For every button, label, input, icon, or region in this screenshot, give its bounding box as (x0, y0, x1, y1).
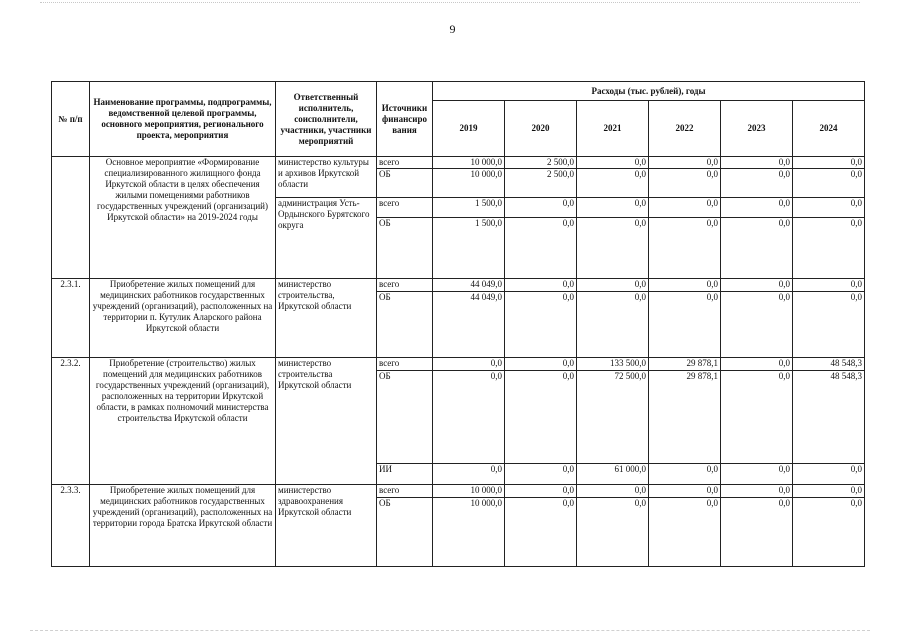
value-cell: 0,0 (649, 498, 721, 567)
row-number: 2.3.1. (52, 279, 90, 358)
funding-source: всего (377, 198, 433, 218)
value-cell: 0,0 (577, 218, 649, 279)
funding-source: всего (377, 358, 433, 371)
funding-source: всего (377, 279, 433, 292)
value-cell: 48 548,3 (793, 358, 865, 371)
value-cell: 0,0 (433, 464, 505, 485)
value-cell: 0,0 (649, 485, 721, 498)
header-expenses: Расходы (тыс. рублей), годы (433, 82, 865, 101)
value-cell: 2 500,0 (505, 169, 577, 198)
value-cell: 0,0 (721, 464, 793, 485)
value-cell: 0,0 (577, 157, 649, 169)
activity-name: Приобретение жилых помещений для медицинских работников государственных учреждений (организаций), расположенных на территории города Братска Иркутской области (90, 485, 276, 567)
value-cell: 0,0 (577, 169, 649, 198)
value-cell: 0,0 (505, 292, 577, 358)
value-cell: 0,0 (433, 358, 505, 371)
value-cell: 10 000,0 (433, 157, 505, 169)
table-row (52, 157, 865, 169)
header-year: 2022 (649, 101, 721, 157)
value-cell: 0,0 (721, 485, 793, 498)
value-cell: 0,0 (721, 169, 793, 198)
funding-source: ОБ (377, 292, 433, 358)
value-cell: 0,0 (505, 279, 577, 292)
value-cell: 0,0 (649, 157, 721, 169)
value-cell: 0,0 (649, 198, 721, 218)
value-cell: 0,0 (505, 218, 577, 279)
value-cell: 0,0 (577, 485, 649, 498)
funding-source: ОБ (377, 498, 433, 567)
responsible-executor: министерство культуры и архивов Иркутской области (276, 157, 377, 198)
row-number: 2.3.2. (52, 358, 90, 485)
value-cell: 0,0 (721, 218, 793, 279)
header-row-1 (52, 82, 865, 101)
table-row (52, 279, 865, 292)
value-cell: 0,0 (793, 485, 865, 498)
value-cell: 0,0 (649, 218, 721, 279)
value-cell: 0,0 (793, 218, 865, 279)
value-cell: 0,0 (721, 371, 793, 464)
responsible-executor: администрация Усть-Ордынского Бурятского округа (276, 198, 377, 279)
header-num: № п/п (52, 82, 90, 157)
funding-source: всего (377, 157, 433, 169)
activity-name: Приобретение (строительство) жилых помещений для медицинских работников государственных учреждений (организаций), расположенных на территории Иркутской области, в рамках полномочий министерства строительства Иркутской области (90, 358, 276, 485)
value-cell: 1 500,0 (433, 198, 505, 218)
value-cell: 29 878,1 (649, 358, 721, 371)
value-cell: 0,0 (721, 198, 793, 218)
funding-source: ИИ (377, 464, 433, 485)
value-cell: 0,0 (721, 292, 793, 358)
funding-source: ОБ (377, 371, 433, 464)
value-cell: 0,0 (577, 198, 649, 218)
value-cell: 0,0 (793, 169, 865, 198)
value-cell: 44 049,0 (433, 279, 505, 292)
table-row (52, 358, 865, 371)
value-cell: 0,0 (505, 198, 577, 218)
value-cell: 1 500,0 (433, 218, 505, 279)
value-cell: 10 000,0 (433, 498, 505, 567)
value-cell: 0,0 (793, 279, 865, 292)
value-cell: 0,0 (649, 464, 721, 485)
value-cell: 2 500,0 (505, 157, 577, 169)
budget-table (51, 81, 865, 567)
value-cell: 0,0 (793, 292, 865, 358)
header-year: 2021 (577, 101, 649, 157)
value-cell: 0,0 (505, 358, 577, 371)
value-cell: 29 878,1 (649, 371, 721, 464)
value-cell: 0,0 (505, 371, 577, 464)
value-cell: 0,0 (577, 292, 649, 358)
value-cell: 133 500,0 (577, 358, 649, 371)
value-cell: 0,0 (649, 292, 721, 358)
funding-source: ОБ (377, 169, 433, 198)
value-cell: 0,0 (577, 498, 649, 567)
value-cell: 0,0 (577, 279, 649, 292)
value-cell: 48 548,3 (793, 371, 865, 464)
value-cell: 0,0 (793, 498, 865, 567)
value-cell: 44 049,0 (433, 292, 505, 358)
value-cell: 0,0 (505, 485, 577, 498)
responsible-executor: министерство строительства, Иркутской области (276, 279, 377, 358)
header-source: Источники финансиро вания (377, 82, 433, 157)
header-responsible: Ответственный исполнитель, соисполнители, участники, участники мероприятий (276, 82, 377, 157)
header-year: 2024 (793, 101, 865, 157)
table-row (52, 485, 865, 498)
header-year: 2020 (505, 101, 577, 157)
value-cell: 61 000,0 (577, 464, 649, 485)
value-cell: 0,0 (505, 464, 577, 485)
scan-artifact-top (40, 2, 860, 9)
responsible-executor: министерство строительства Иркутской области (276, 358, 377, 485)
funding-source: ОБ (377, 218, 433, 279)
value-cell: 0,0 (721, 358, 793, 371)
header-year: 2023 (721, 101, 793, 157)
value-cell: 0,0 (793, 198, 865, 218)
row-number: 2.3.3. (52, 485, 90, 567)
value-cell: 0,0 (649, 279, 721, 292)
header-name: Наименование программы, подпрограммы, ведомственной целевой программы, основного мероприятия, регионального проекта, мероприятия (90, 82, 276, 157)
value-cell: 0,0 (649, 169, 721, 198)
value-cell: 10 000,0 (433, 485, 505, 498)
value-cell: 0,0 (721, 157, 793, 169)
responsible-executor: министерство здравоохранения Иркутской области (276, 485, 377, 567)
activity-name: Основное мероприятие «Формирование специализированного жилищного фонда Иркутской области в целях обеспечения жилыми помещениями работников государственных учреждений (организаций) Иркутской области» на 2019-2024 годы (90, 157, 276, 279)
page-number: 9 (449, 22, 456, 36)
value-cell: 0,0 (721, 498, 793, 567)
value-cell: 10 000,0 (433, 169, 505, 198)
value-cell: 0,0 (433, 371, 505, 464)
funding-source: всего (377, 485, 433, 498)
value-cell: 0,0 (505, 498, 577, 567)
value-cell: 72 500,0 (577, 371, 649, 464)
header-year: 2019 (433, 101, 505, 157)
scan-artifact-bottom (30, 630, 870, 635)
row-number (52, 157, 90, 279)
value-cell: 0,0 (793, 157, 865, 169)
value-cell: 0,0 (721, 279, 793, 292)
value-cell: 0,0 (793, 464, 865, 485)
activity-name: Приобретение жилых помещений для медицинских работников государственных учреждений (организаций), расположенных на территории п. Кутулик Аларского района Иркутской области (90, 279, 276, 358)
